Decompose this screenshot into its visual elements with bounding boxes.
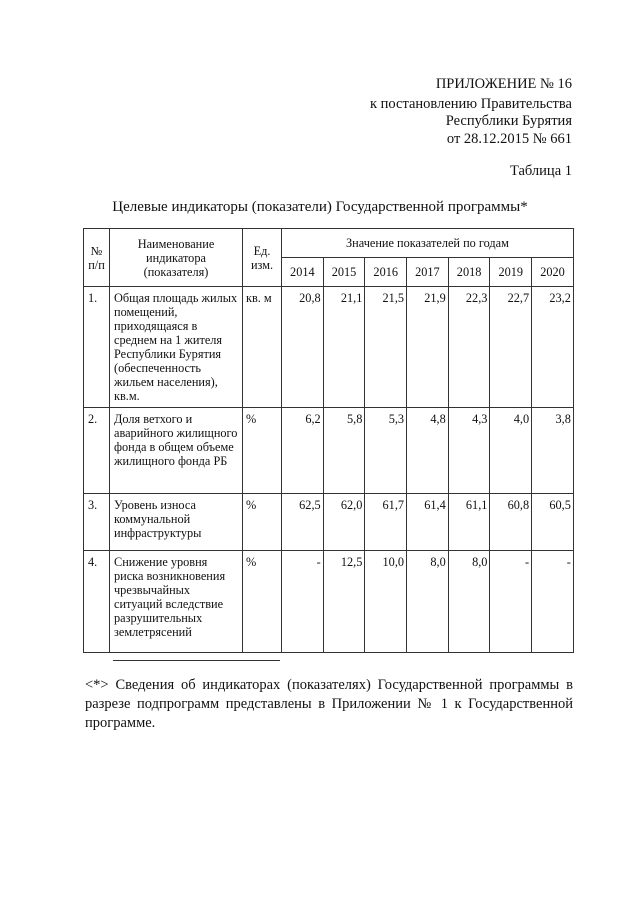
value-cell: - — [490, 551, 532, 653]
row-number: 3. — [84, 494, 110, 551]
header-year: 2014 — [282, 258, 324, 287]
value-cell: 61,7 — [365, 494, 407, 551]
indicator-name: Общая площадь жилых помещений, приходящаяся в среднем на 1 жителя Республики Бурятия (обеспеченность жильем населения), кв.м. — [110, 287, 243, 408]
table-row — [84, 551, 574, 653]
indicator-unit: % — [243, 494, 282, 551]
value-cell: 60,5 — [532, 494, 574, 551]
row-number: 1. — [84, 287, 110, 408]
indicator-unit: кв. м — [243, 287, 282, 408]
header-unit: Ед. изм. — [243, 229, 282, 287]
indicator-unit: % — [243, 408, 282, 494]
value-cell: 20,8 — [282, 287, 324, 408]
footnote-separator — [113, 660, 280, 661]
header-values-by-year: Значение показателей по годам — [282, 229, 574, 258]
value-cell: 62,5 — [282, 494, 324, 551]
footnote: <*> Сведения об индикаторах (показателях) Государственной программы в разрезе подпрограмм представлены в Приложении № 1 к Государственной программе. — [85, 677, 573, 731]
row-number: 4. — [84, 551, 110, 653]
header-year: 2018 — [448, 258, 490, 287]
value-cell: 3,8 — [532, 408, 574, 494]
value-cell: - — [532, 551, 574, 653]
value-cell: 5,8 — [323, 408, 365, 494]
header-year: 2017 — [407, 258, 449, 287]
value-cell: 21,5 — [365, 287, 407, 408]
value-cell: 6,2 — [282, 408, 324, 494]
value-cell: 10,0 — [365, 551, 407, 653]
document-title: Целевые индикаторы (показатели) Государственной программы* — [112, 199, 528, 215]
value-cell: 61,1 — [448, 494, 490, 551]
value-cell: 60,8 — [490, 494, 532, 551]
indicator-name: Уровень износа коммунальной инфраструктуры — [110, 494, 243, 551]
table-label: Таблица 1 — [509, 163, 572, 179]
header-year: 2015 — [323, 258, 365, 287]
header-number: № п/п — [84, 229, 110, 287]
header-year: 2016 — [365, 258, 407, 287]
value-cell: 4,3 — [448, 408, 490, 494]
indicators-table — [83, 228, 574, 653]
table-row — [84, 408, 574, 494]
value-cell: 12,5 — [323, 551, 365, 653]
appendix-resolution: к постановлению Правительства — [370, 96, 572, 112]
value-cell: 4,0 — [490, 408, 532, 494]
table-row — [84, 494, 574, 551]
value-cell: 61,4 — [407, 494, 449, 551]
value-cell: 21,1 — [323, 287, 365, 408]
value-cell: 8,0 — [407, 551, 449, 653]
value-cell: 62,0 — [323, 494, 365, 551]
value-cell: 22,3 — [448, 287, 490, 408]
value-cell: 21,9 — [407, 287, 449, 408]
value-cell: 5,3 — [365, 408, 407, 494]
value-cell: 22,7 — [490, 287, 532, 408]
indicator-unit: % — [243, 551, 282, 653]
header-year: 2019 — [490, 258, 532, 287]
header-year: 2020 — [532, 258, 574, 287]
indicator-name: Доля ветхого и аварийного жилищного фонда в общем объеме жилищного фонда РБ — [110, 408, 243, 494]
header-indicator-name: Наименование индикатора (показателя) — [110, 229, 243, 287]
indicator-name: Снижение уровня риска возникновения чрезвычайных ситуаций вследствие разрушительных землетрясений — [110, 551, 243, 653]
row-number: 2. — [84, 408, 110, 494]
value-cell: 23,2 — [532, 287, 574, 408]
value-cell: 8,0 — [448, 551, 490, 653]
appendix-number: ПРИЛОЖЕНИЕ № 16 — [435, 76, 572, 92]
appendix-date: от 28.12.2015 № 661 — [446, 131, 572, 147]
value-cell: 4,8 — [407, 408, 449, 494]
value-cell: - — [282, 551, 324, 653]
appendix-authority: Республики Бурятия — [445, 113, 572, 129]
table-row — [84, 287, 574, 408]
